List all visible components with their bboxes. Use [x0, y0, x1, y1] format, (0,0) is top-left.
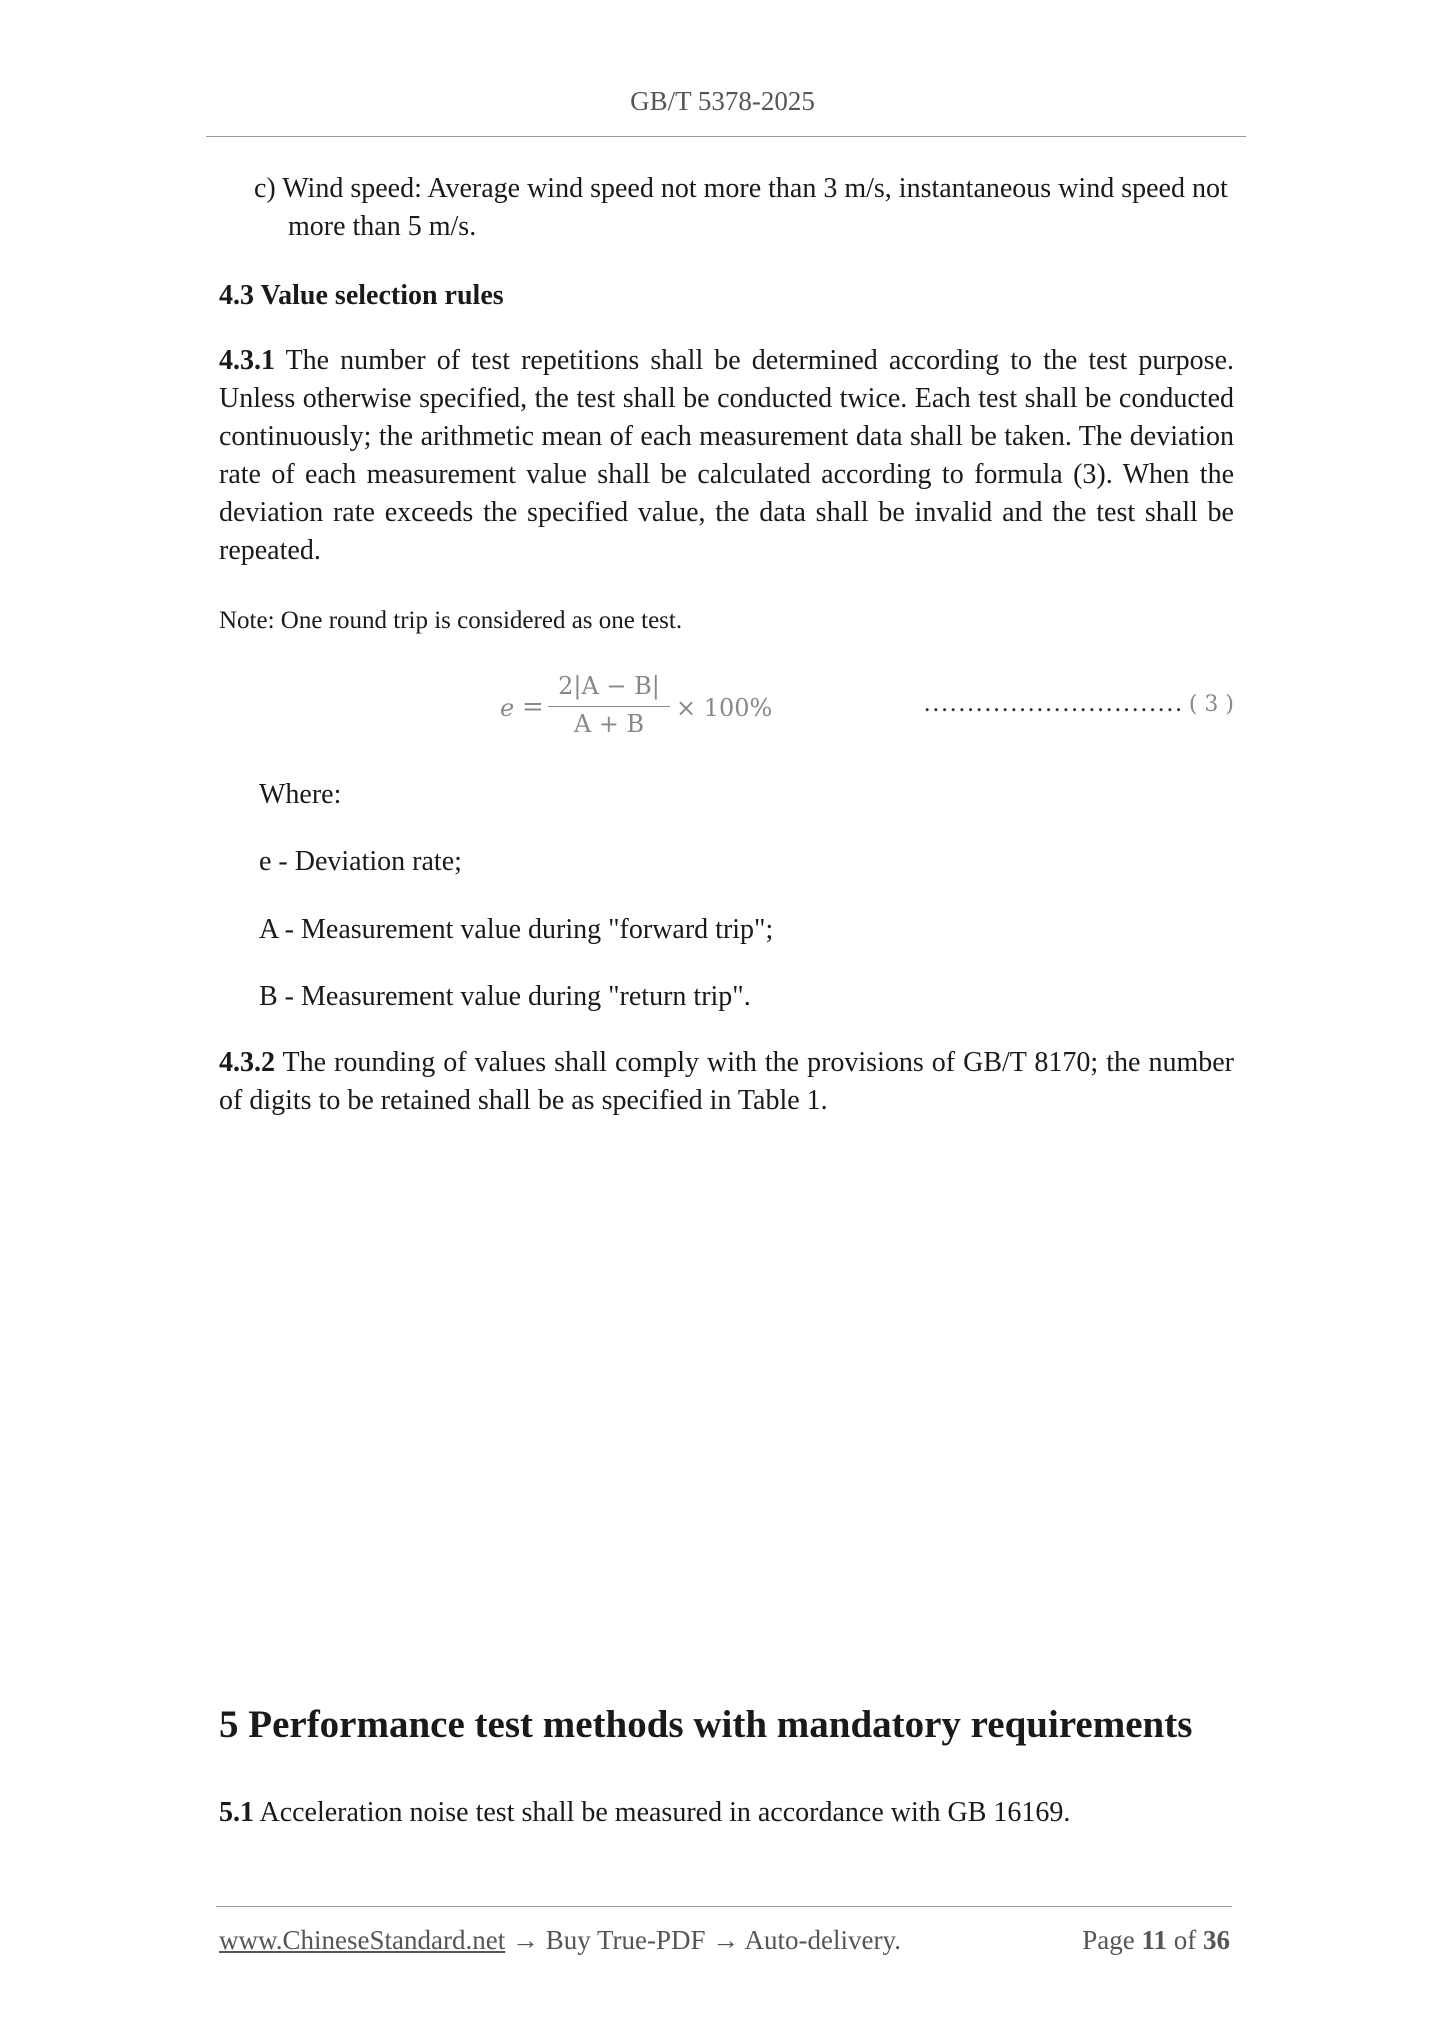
clause-text: The rounding of values shall comply with the provisions of GB/T 8170; the number of digits to be retained shall be as specified in Table 1. [219, 1047, 1235, 1116]
auto-delivery-text: Auto-delivery. [744, 1925, 901, 1955]
formula-leader-dots: ………………………… [922, 688, 1183, 717]
section-heading-5: 5 Performance test methods with mandatory requirements [219, 1703, 1193, 1746]
header-divider [206, 136, 1246, 137]
clause-number: 5.1 [219, 1797, 254, 1828]
clause-5-1 [219, 1794, 1234, 1832]
arrow-right-icon: → [712, 1925, 740, 1955]
footer-links [219, 1925, 901, 1956]
formula-numerator: 2|A − B| [558, 672, 660, 700]
note: Note: One round trip is considered as one test. [219, 607, 683, 634]
website-link[interactable]: www.ChineseStandard.net [219, 1925, 506, 1955]
clause-number: 4.3.1 [219, 345, 275, 376]
page-current: 11 [1141, 1925, 1167, 1955]
formula-equals: = [522, 692, 544, 722]
where-e-definition: e - Deviation rate; [259, 846, 462, 877]
where-b-definition: B - Measurement value during "return trip". [259, 981, 751, 1012]
fraction-bar [548, 706, 670, 707]
formula-denominator: A + B [573, 710, 645, 738]
page-label: Page [1082, 1925, 1135, 1955]
clause-text: Acceleration noise test shall be measured in accordance with GB 16169. [259, 1797, 1071, 1828]
section-heading-4-3: 4.3 Value selection rules [219, 280, 504, 311]
header-title: GB/T 5378-2025 [630, 86, 815, 116]
formula-multiplier: × 100% [676, 694, 773, 722]
page-indicator [1000, 1925, 1230, 1956]
page-total: 36 [1203, 1925, 1230, 1955]
clause-4-3-2 [219, 1044, 1234, 1120]
formula-reference [898, 688, 1234, 718]
footer-divider [216, 1906, 1232, 1907]
clause-4-3-1 [219, 342, 1234, 570]
deviation-rate-formula [500, 670, 800, 742]
formula-lhs: e [500, 694, 515, 722]
of-label: of [1173, 1925, 1197, 1955]
where-a-definition: A - Measurement value during "forward trip"; [259, 914, 774, 945]
buy-true-pdf-text: Buy True-PDF [545, 1925, 706, 1955]
where-intro: Where: [259, 779, 342, 810]
arrow-right-icon: → [511, 1925, 539, 1955]
clause-text: The number of test repetitions shall be determined according to the test purpose. Unless otherwise specified, the test shall be conducted twice. Each test shall be conducted continuously; the arithmetic mean of each measurement data shall be taken. The deviation rate of each measurement value shall be calculated according to formula (3). When the deviation rate exceeds the specified value, the data shall be invalid and the test shall be repeated. [219, 345, 1234, 566]
formula-number: ( 3 ) [1188, 692, 1234, 717]
clause-number: 4.3.2 [219, 1047, 275, 1078]
list-item-c: c) Wind speed: Average wind speed not more than 3 m/s, instantaneous wind speed not more than 5 m/s. [254, 173, 1228, 242]
